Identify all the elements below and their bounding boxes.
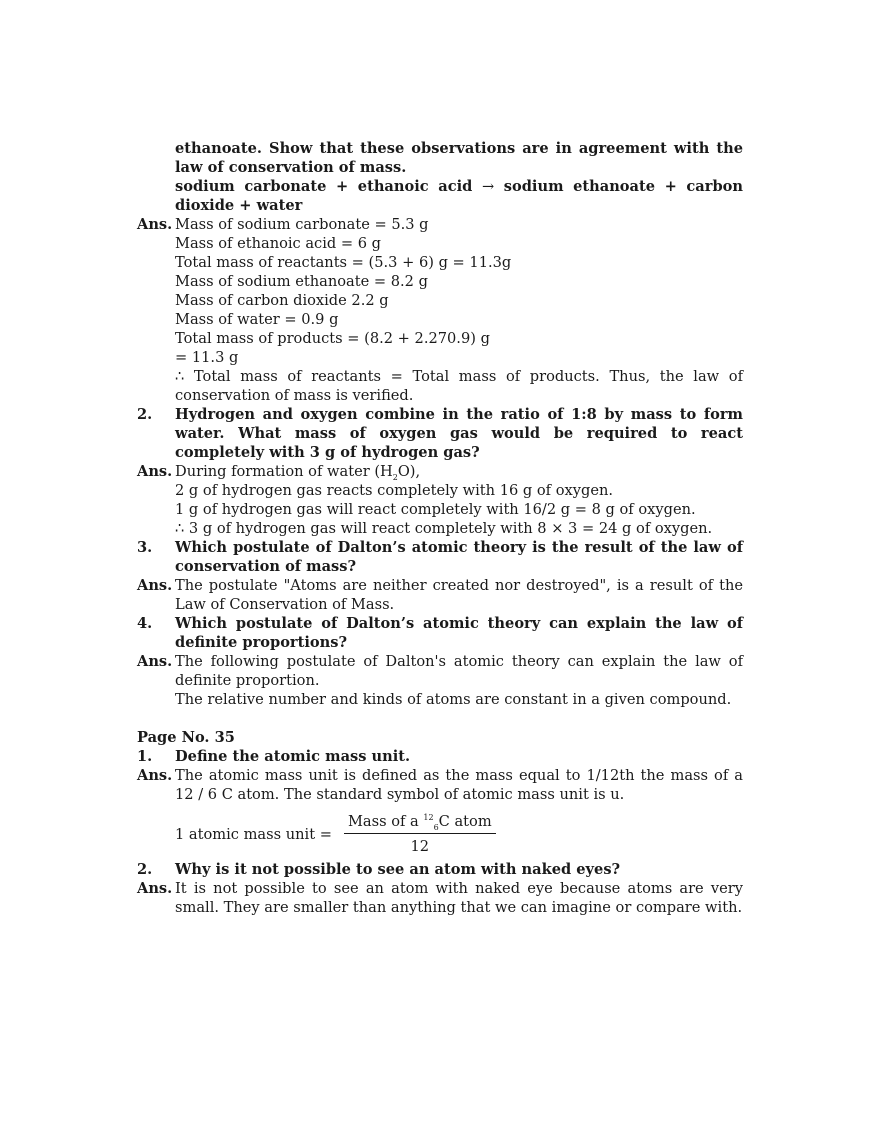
answer-line: Mass of ethanoic acid = 6 g: [175, 235, 382, 252]
answer-label: Ans.: [137, 577, 173, 594]
question-2: [137, 405, 743, 462]
page-heading: Page No. 35: [137, 729, 235, 746]
answer-text: The atomic mass unit is defined as the mass equal to 1/12th the mass of a 12 / 6 C atom. The standard symbol of atomic mass unit is u.: [175, 767, 743, 803]
p35-question-2: [137, 860, 743, 879]
question-number: 2.: [137, 861, 153, 878]
answer-line: ∴ 3 g of hydrogen gas will react completely with 8 × 3 = 24 g of oxygen.: [175, 520, 713, 537]
subscript: 6: [433, 822, 439, 832]
question-4: [137, 614, 743, 652]
answer-label: Ans.: [137, 653, 173, 670]
answer-label: Ans.: [137, 463, 173, 480]
answer-line: During formation of water $(H_2O)$,: [175, 463, 421, 482]
answer-label: Ans.: [137, 216, 173, 233]
answer-line: 1 g of hydrogen gas will react completely with 16/2 g = 8 g of oxygen.: [175, 501, 696, 518]
question-text: Why is it not possible to see an atom with naked eyes?: [175, 861, 621, 878]
answer-line: Total mass of reactants = (5.3 + 6) g = 11.3g: [175, 254, 512, 271]
answer-2: [137, 462, 743, 538]
answer-line: Total mass of products = (8.2 + 2.270.9) g: [175, 330, 490, 347]
answer-line: = 11.3 g: [175, 349, 239, 366]
answer-text: It is not possible to see an atom with naked eye because atoms are very small. They are smaller than anything that we can imagine or compare with.: [175, 880, 743, 916]
equation-reactants: sodium carbonate + ethanoic acid: [175, 178, 473, 195]
question-text: Which postulate of Dalton’s atomic theory is the result of the law of conservation of mass?: [175, 539, 743, 575]
reaction-arrow-icon: →: [481, 178, 495, 195]
answer-4: [137, 652, 743, 709]
fraction-denominator: 12: [410, 838, 430, 855]
p35-answer-2: [137, 879, 743, 917]
question-number: 3.: [137, 539, 153, 556]
superscript: 12: [423, 813, 434, 823]
answer-label: Ans.: [137, 880, 173, 897]
amu-formula: [137, 812, 743, 856]
question-1-continuation: ethanoate. Show that these observations are in agreement with the law of conservation of mass.: [175, 140, 743, 176]
answer-line: The relative number and kinds of atoms are constant in a given compound.: [175, 691, 732, 708]
answer-line: Mass of sodium ethanoate = 8.2 g: [175, 273, 428, 290]
answer-3: [137, 576, 743, 614]
answer-text: The postulate "Atoms are neither created nor destroyed", is a result of the Law of Conservation of Mass.: [175, 577, 743, 613]
p35-question-1: [137, 747, 743, 766]
reaction-equation: [137, 177, 743, 215]
answer-text: The following postulate of Dalton's atomic theory can explain the law of definite proportion.: [175, 653, 743, 689]
question-text: Which postulate of Dalton’s atomic theory can explain the law of definite proportions?: [175, 615, 743, 651]
formula-fraction: [344, 812, 496, 856]
equation-products: sodium ethanoate + carbon dioxide + water: [175, 178, 743, 214]
question-number: 4.: [137, 615, 153, 632]
answer-line: Mass of sodium carbonate = 5.3 g: [175, 216, 429, 233]
fraction-numerator: Mass of a $^{12}_6$C atom: [344, 812, 496, 834]
question-text: Define the atomic mass unit.: [175, 748, 411, 765]
question-number: 1.: [137, 748, 153, 765]
question-text: Hydrogen and oxygen combine in the ratio of 1:8 by mass to form water. What mass of oxygen gas would be required to react completely with 3 g of hydrogen gas?: [175, 406, 743, 461]
question-number: 2.: [137, 406, 153, 423]
p35-answer-1: [137, 766, 743, 804]
answer-line: Mass of water = 0.9 g: [175, 311, 339, 328]
question-3: [137, 538, 743, 576]
answer-conclusion: ∴ Total mass of reactants = Total mass of products. Thus, the law of conservation of mass is verified.: [175, 368, 743, 404]
answer-line: Mass of carbon dioxide 2.2 g: [175, 292, 389, 309]
answer-line: 2 g of hydrogen gas reacts completely with 16 g of oxygen.: [175, 482, 613, 499]
answer-1: [137, 215, 743, 405]
answer-label: Ans.: [137, 767, 173, 784]
formula-lhs: 1 atomic mass unit =: [175, 825, 332, 843]
document-page: [137, 139, 743, 917]
subscript: 2: [392, 472, 398, 482]
